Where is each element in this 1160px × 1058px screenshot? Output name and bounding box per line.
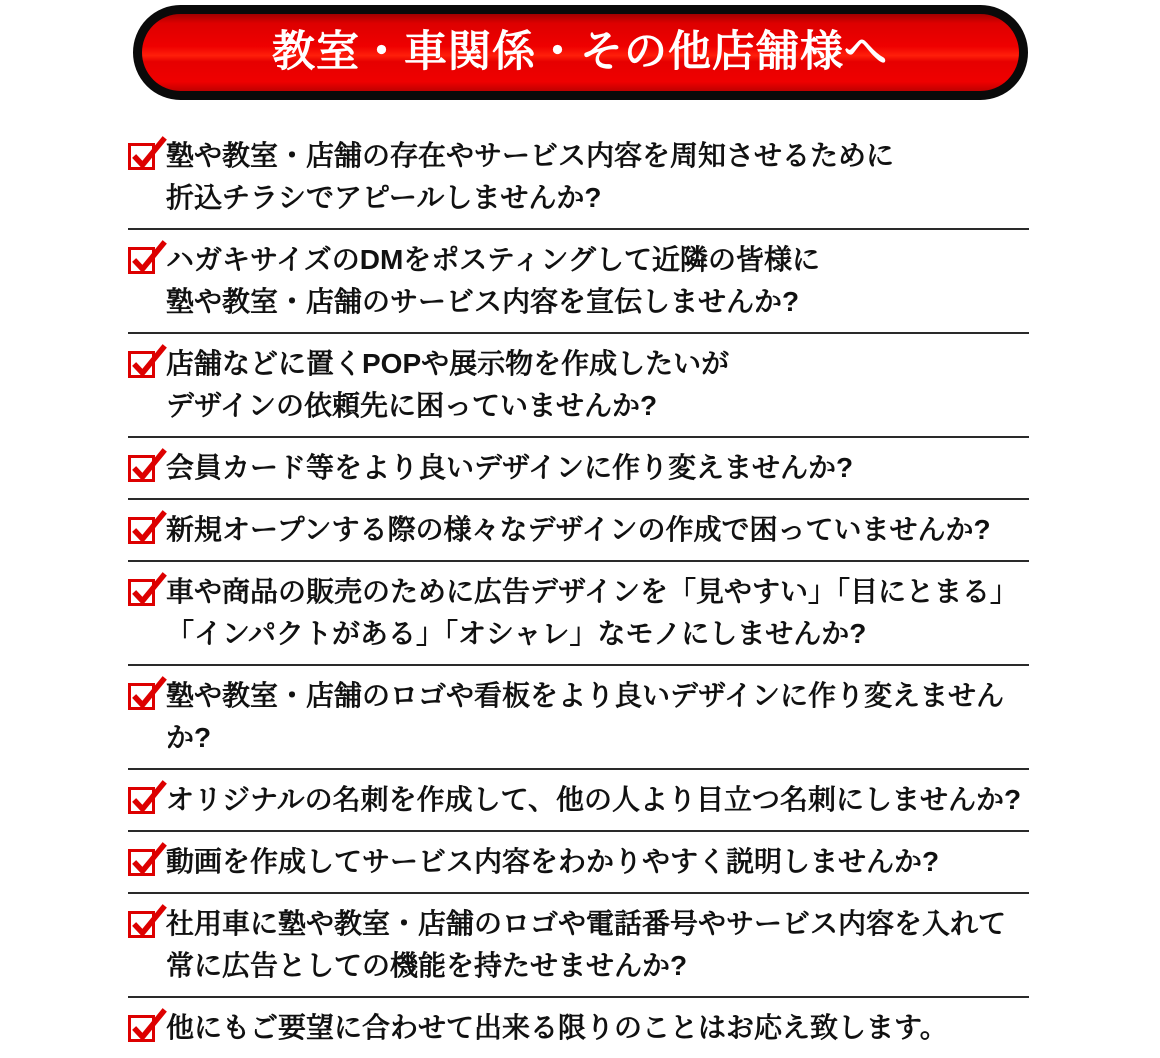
item-text [166, 903, 1006, 987]
item-line: 常に広告としての機能を持たせませんか? [166, 950, 688, 981]
item-line: 折込チラシでアピールしませんか? [166, 182, 602, 213]
item-text [166, 135, 894, 219]
checklist-item [128, 126, 1029, 230]
item-line: 新規オープンする際の様々なデザインの作成で困っていませんか? [166, 514, 991, 545]
banner-title: 教室・車関係・その他店舗様へ [272, 28, 888, 76]
item-line: 動画を作成してサービス内容をわかりやすく説明しませんか? [166, 846, 940, 877]
checklist-item [128, 666, 1029, 770]
checkmark-icon [129, 675, 167, 713]
checkmark-icon [129, 343, 167, 381]
checkmark-icon [129, 779, 167, 817]
item-text [166, 779, 1021, 821]
item-text [166, 239, 820, 323]
checkmark-icon [129, 509, 167, 547]
checklist-item [128, 770, 1029, 832]
item-line: 他にもご要望に合わせて出来る限りのことはお応え致します。 [166, 1012, 948, 1043]
checkbox-icon [128, 683, 155, 710]
checkbox-icon [128, 143, 155, 170]
section-banner [133, 5, 1028, 100]
item-line: 「インパクトがある」「オシャレ」なモノにしませんか? [166, 618, 867, 649]
checkmark-icon [129, 571, 167, 609]
checklist-item [128, 230, 1029, 334]
checkmark-icon [129, 239, 167, 277]
checklist-item [128, 894, 1029, 998]
checkbox-icon [128, 1015, 155, 1042]
checkbox-icon [128, 455, 155, 482]
checklist [128, 126, 1029, 1058]
item-line: 塾や教室・店舗のロゴや看板をより良いデザインに作り変えませんか? [166, 680, 1005, 753]
checkmark-icon [129, 1007, 167, 1045]
item-line: 車や商品の販売のために広告デザインを「見やすい」「目にとまる」 [166, 576, 1019, 607]
item-line: ハガキサイズのDMをポスティングして近隣の皆様に [166, 244, 820, 275]
item-text [166, 1007, 948, 1049]
checkbox-icon [128, 787, 155, 814]
item-text [166, 675, 1029, 759]
item-text [166, 343, 729, 427]
item-text [166, 447, 853, 489]
checkbox-icon [128, 911, 155, 938]
checkmark-icon [129, 447, 167, 485]
item-text [166, 571, 1018, 655]
checklist-item [128, 438, 1029, 500]
item-line: デザインの依頼先に困っていませんか? [166, 390, 658, 421]
checklist-item [128, 832, 1029, 894]
item-line: 会員カード等をより良いデザインに作り変えませんか? [166, 452, 854, 483]
checklist-item [128, 334, 1029, 438]
checklist-item [128, 562, 1029, 666]
item-line: 社用車に塾や教室・店舗のロゴや電話番号やサービス内容を入れて [166, 908, 1007, 939]
checkmark-icon [129, 135, 167, 173]
checkbox-icon [128, 849, 155, 876]
checkbox-icon [128, 351, 155, 378]
checklist-item [128, 500, 1029, 562]
item-line: オリジナルの名刺を作成して、他の人より目立つ名刺にしませんか? [166, 784, 1022, 815]
item-line: 店舗などに置くPOPや展示物を作成したいが [166, 348, 730, 379]
item-line: 塾や教室・店舗の存在やサービス内容を周知させるために [166, 140, 895, 171]
checkmark-icon [129, 903, 167, 941]
checkbox-icon [128, 247, 155, 274]
checkbox-icon [128, 579, 155, 606]
checklist-item [128, 998, 1029, 1058]
checkbox-icon [128, 517, 155, 544]
item-text [166, 509, 991, 551]
item-line: 塾や教室・店舗のサービス内容を宣伝しませんか? [166, 286, 800, 317]
checkmark-icon [129, 841, 167, 879]
item-text [166, 841, 939, 883]
